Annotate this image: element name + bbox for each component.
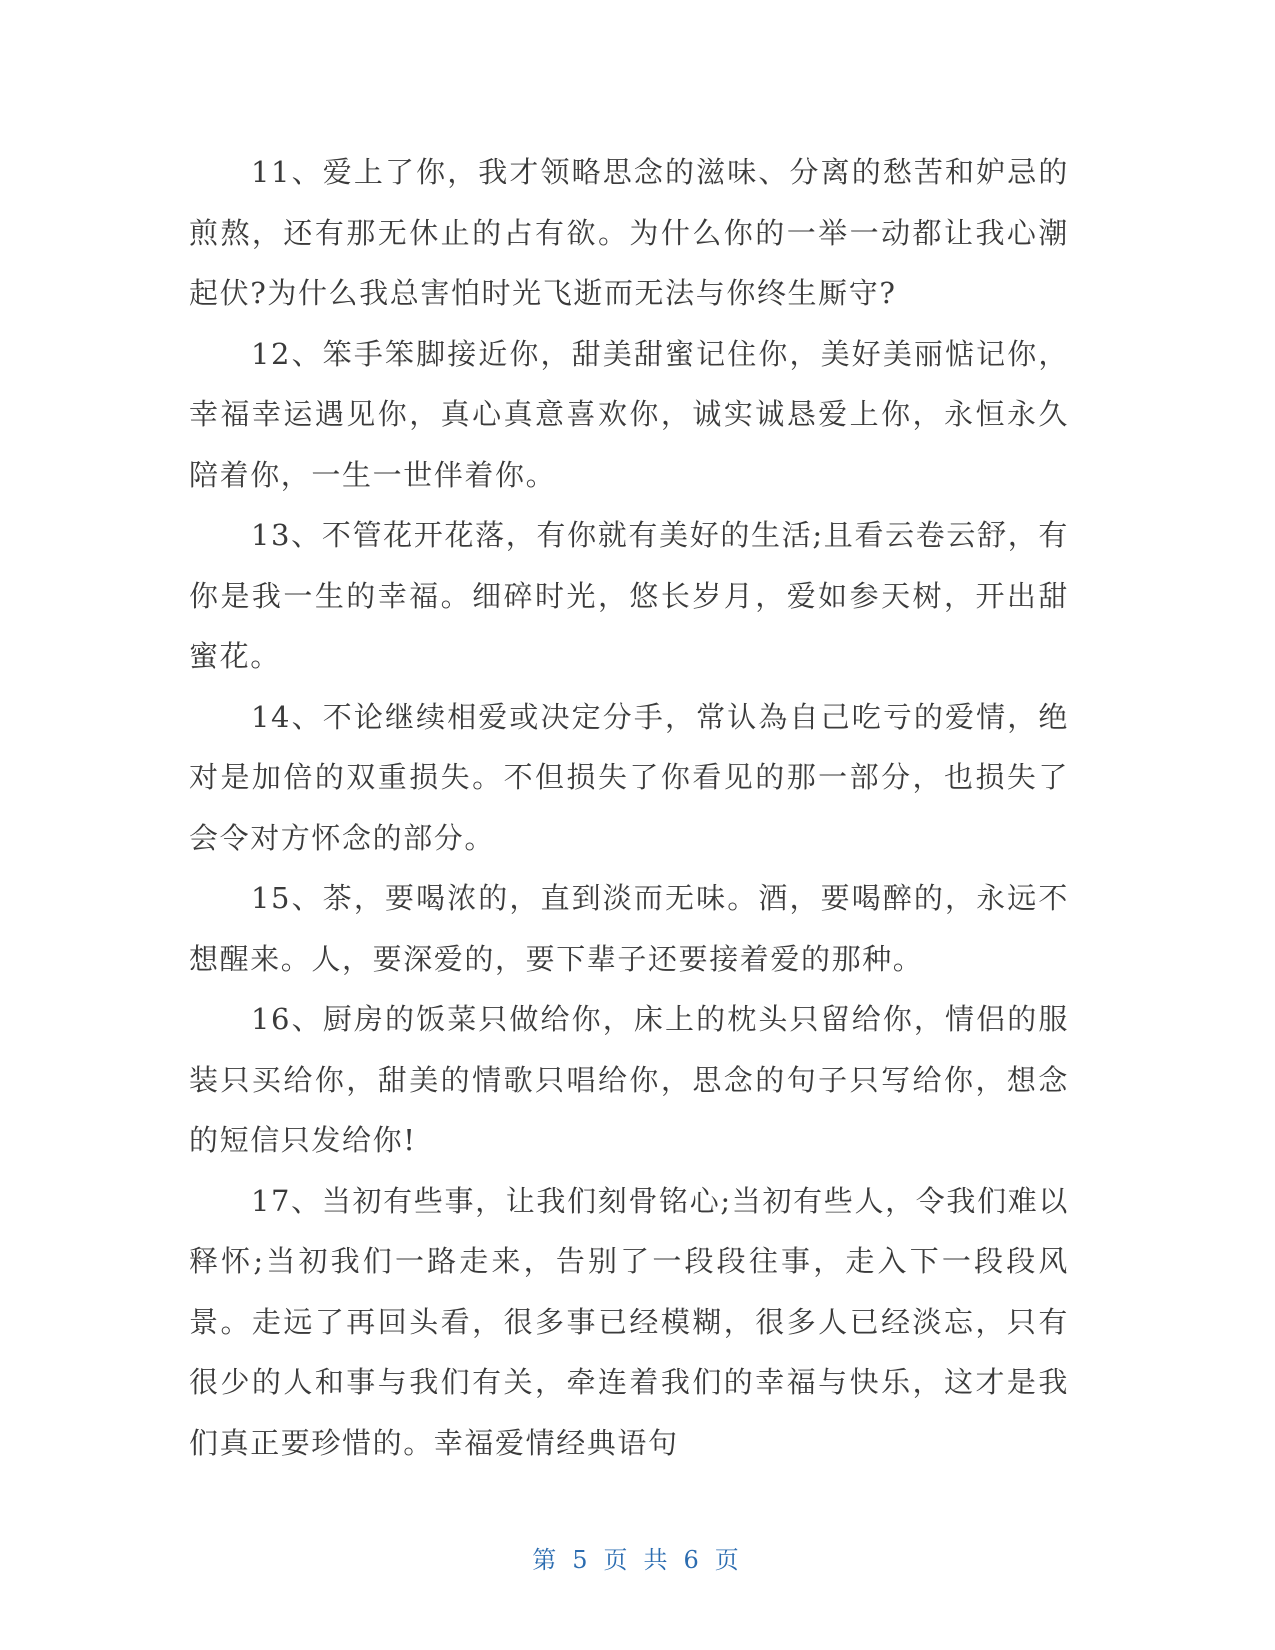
paragraph-12: 12、笨手笨脚接近你，甜美甜蜜记住你，美好美丽惦记你，幸福幸运遇见你，真心真意喜欢你，诚实诚恳爱上你，永恒永久陪着你，一生一世伴着你。 <box>189 336 1069 492</box>
footer-suffix: 页 <box>714 1546 743 1574</box>
footer-prefix: 第 <box>532 1546 561 1574</box>
paragraph-17: 17、当初有些事，让我们刻骨铭心;当初有些人，令我们难以释怀;当初我们一路走来，告别了一段段往事，走入下一段段风景。走远了再回头看，很多事已经模糊，很多人已经淡忘，只有很少的人和事与我们有关，牵连着我们的幸福与快乐，这才是我们真正要珍惜的。幸福爱情经典语句 <box>189 1183 1069 1460</box>
footer-total-pages: 6 <box>683 1546 703 1574</box>
footer-current-page: 5 <box>572 1546 592 1574</box>
footer-total-label: 共 <box>643 1546 672 1574</box>
page-footer <box>0 1540 1275 1575</box>
document-body <box>189 142 1069 1473</box>
paragraph-16: 16、厨房的饭菜只做给你，床上的枕头只留给你，情侣的服装只买给你，甜美的情歌只唱给你，思念的句子只写给你，想念的短信只发给你! <box>189 1002 1069 1157</box>
footer-page-label: 页 <box>603 1546 632 1574</box>
paragraph-15: 15、茶，要喝浓的，直到淡而无味。酒，要喝醉的，永远不想醒来。人，要深爱的，要下辈子还要接着爱的那种。 <box>189 881 1069 976</box>
paragraph-11: 11、爱上了你，我才领略思念的滋味、分离的愁苦和妒忌的煎熬，还有那无休止的占有欲。为什么你的一举一动都让我心潮起伏?为什么我总害怕时光飞逝而无法与你终生厮守? <box>189 155 1069 310</box>
paragraph-13: 13、不管花开花落，有你就有美好的生活;且看云卷云舒，有你是我一生的幸福。细碎时光，悠长岁月，爱如参天树，开出甜蜜花。 <box>189 518 1069 673</box>
paragraph-14: 14、不论继续相爱或决定分手，常认為自己吃亏的爱情，绝对是加倍的双重损失。不但损失了你看见的那一部分，也损失了会令对方怀念的部分。 <box>189 699 1069 855</box>
